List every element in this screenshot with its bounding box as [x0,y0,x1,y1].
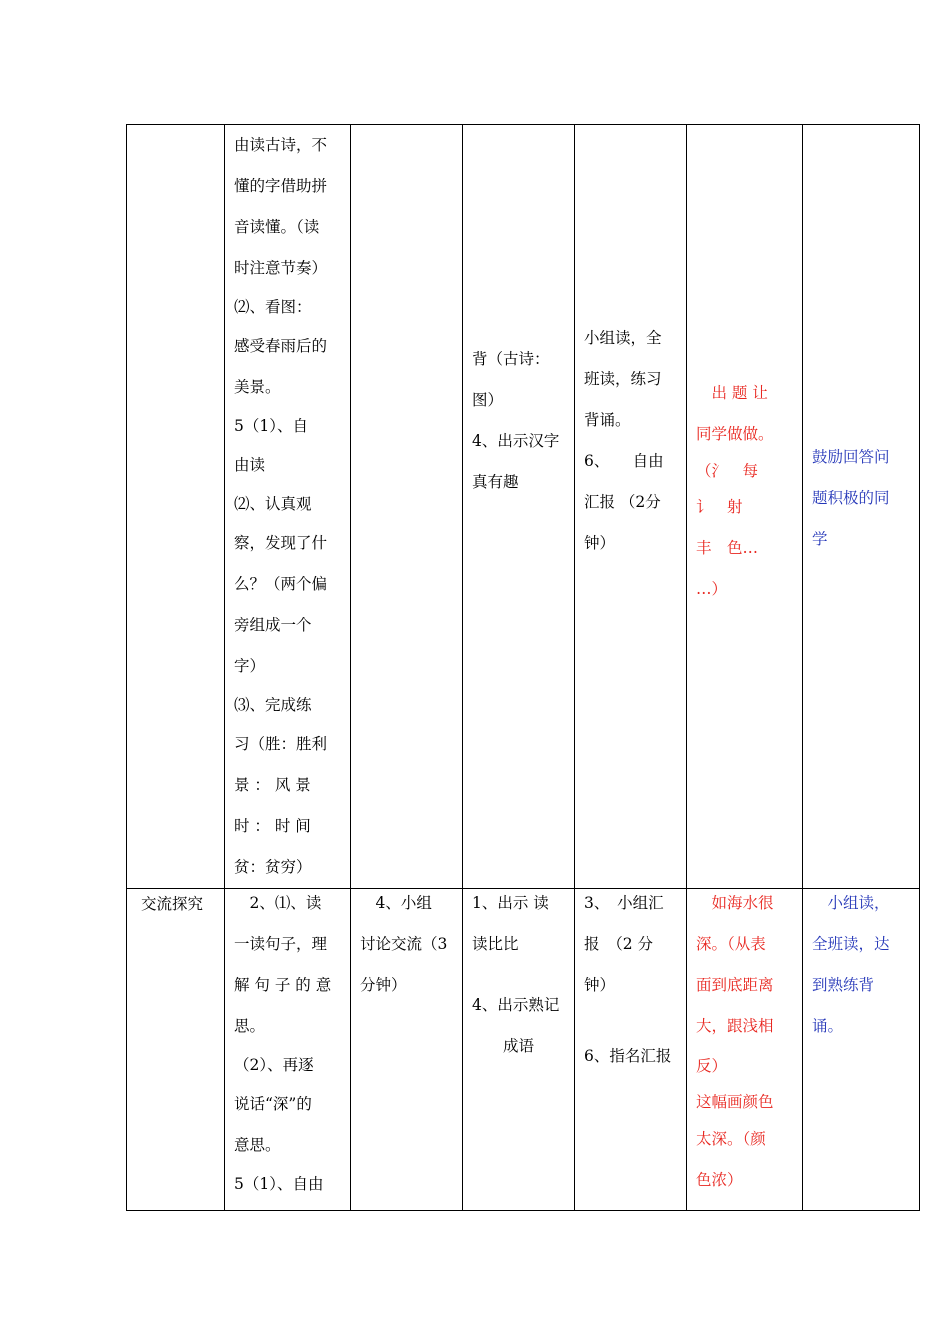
text-line: 美景。 [234,378,281,396]
teaching-content-cell [225,889,351,1211]
row-label-cell [127,125,225,889]
row-label-cell [127,889,225,1211]
evaluation-cell [803,125,920,889]
text-line: 察，发现了什 [234,534,328,552]
exercise-cell [687,889,803,1211]
text-line: ⑵、认真观 [234,495,312,513]
text-line: 成语 [472,1037,535,1055]
text-line: 字） [234,657,266,675]
text-line: 么？（两个偏 [234,575,328,593]
text-line: 题积极的同 [812,489,890,507]
text-line: 5（1）、自 [234,417,308,435]
text-line: 丰 色… [696,539,759,557]
text-line: 诵。 [812,1017,844,1035]
text-line: 一读句子，理 [234,935,328,953]
text-line: 旁组成一个 [234,616,312,634]
text-line: 大，跟浅相 [696,1017,774,1035]
text-line: （氵 每 [696,462,759,480]
text-line: ⑶、完成练 [234,696,312,714]
text-line: 分钟） [360,976,407,994]
text-line: 懂的字借助拼 [234,177,328,195]
text-line: 3、 小组汇 [584,894,664,912]
text-line: 4、出示熟记 [472,996,560,1014]
text-line: 音读懂。（读 [234,218,320,236]
text-line: 真有趣 [472,473,519,491]
text-line: 习（胜：胜利 [234,735,328,753]
text-line: …） [696,580,728,598]
exercise-cell [687,125,803,889]
text-line: 深。（从表 [696,935,766,953]
text-line: ⑵、看图： [234,298,312,316]
text-line: 小组读，全 [584,329,662,347]
text-line: 时 ： 时 间 [234,817,311,835]
text-line: 时注意节奏） [234,259,328,277]
text-line: 解 句 子 的 意 [234,976,332,994]
text-line: 贫：贫穷） [234,858,312,876]
text-line: 2、⑴、读 [234,894,322,912]
text-line: （2）、再逐 [234,1056,314,1074]
teacher-activity-cell [463,125,575,889]
text-line: 太深。（颜 [696,1130,766,1148]
text-line: 4、出示汉字 [472,432,560,450]
text-line: 4、小组 [360,894,432,912]
text-line: 由读 [234,456,266,474]
student-activity-cell [351,125,463,889]
text-line: 报 （2 分 [584,935,654,953]
teaching-content-cell [225,125,351,889]
text-line: 背诵。 [584,411,631,429]
text-line: 全班读，达 [812,935,890,953]
text-line: 讨论交流（3 [360,935,448,953]
section-label: 交流探究 [141,895,204,913]
text-line: 钟） [584,534,616,552]
text-line: 同学做做。 [696,425,774,443]
text-line: 出 题 让 [696,384,768,402]
student-learning-cell [575,125,687,889]
table-row [127,125,920,889]
text-line: 意思。 [234,1136,281,1154]
text-line: 说话“深”的 [234,1095,312,1113]
text-line: 图） [472,391,504,409]
evaluation-cell [803,889,920,1211]
text-line: 鼓励回答问 [812,448,890,466]
text-line: 景 ： 风 景 [234,776,311,794]
text-line: 小组读， [812,894,890,912]
text-line: 学 [812,530,828,548]
lesson-plan-table [126,124,920,1211]
text-line: 感受春雨后的 [234,337,328,355]
text-line: 6、 自由 [584,452,664,470]
text-line: 面到底距离 [696,976,774,994]
text-line: 色浓） [696,1171,743,1189]
text-line: 讠 射 [696,498,743,516]
text-line: 读比比 [472,935,519,953]
text-line: 1、出示 读 [472,894,549,912]
student-activity-cell [351,889,463,1211]
text-line: 汇报 （2分 [584,493,661,511]
text-line: 钟） [584,976,616,994]
student-learning-cell [575,889,687,1211]
table-row [127,889,920,1211]
text-line: 由读古诗，不 [234,136,328,154]
text-line: 思。 [234,1017,266,1035]
text-line: 如海水很 [696,894,774,912]
text-line: 班读，练习 [584,370,662,388]
text-line: 反） [696,1057,728,1075]
text-line: 6、指名汇报 [584,1047,672,1065]
text-line: 到熟练背 [812,976,875,994]
text-line: 5（1）、自由 [234,1175,324,1193]
text-line: 这幅画颜色 [696,1093,774,1111]
text-line: 背（古诗： [472,350,550,368]
teacher-activity-cell [463,889,575,1211]
